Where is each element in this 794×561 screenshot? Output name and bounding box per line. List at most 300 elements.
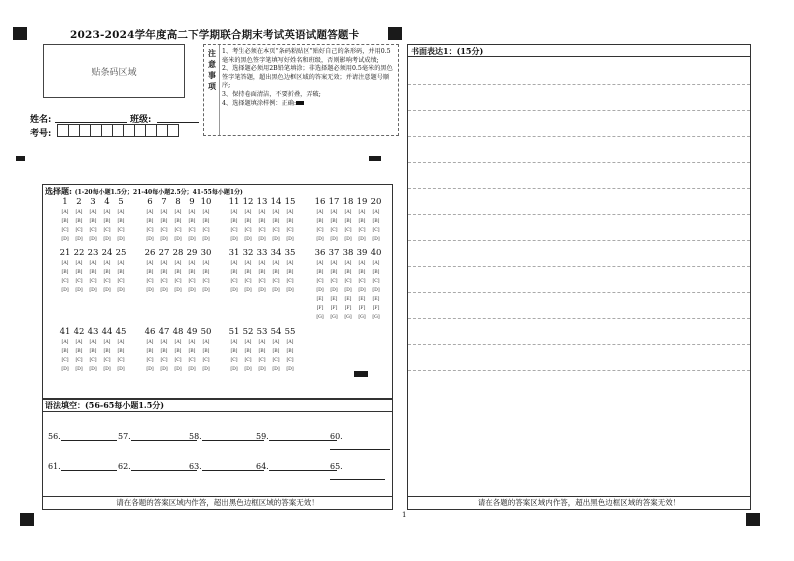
answer-bubble[interactable]: [D] <box>188 367 196 372</box>
answer-bubble[interactable]: [B] <box>103 270 111 275</box>
grammar-blank[interactable] <box>189 462 264 471</box>
answer-bubble[interactable]: [D] <box>372 237 380 242</box>
answer-bubble[interactable]: [B] <box>272 270 280 275</box>
answer-bubble[interactable]: [B] <box>230 219 238 224</box>
side-mark-left <box>16 156 25 161</box>
answer-bubble[interactable]: [A] <box>344 261 352 266</box>
answer-bubble[interactable]: [D] <box>61 237 69 242</box>
answer-bubble[interactable]: [A] <box>103 340 111 345</box>
answer-bubble[interactable]: [D] <box>258 237 266 242</box>
answer-bubble[interactable]: [C] <box>89 279 97 284</box>
answer-bubble[interactable]: [C] <box>61 358 69 363</box>
answer-bubble[interactable]: [A] <box>61 261 69 266</box>
answer-bubble[interactable]: [C] <box>117 358 125 363</box>
page-number: 1 <box>402 511 407 519</box>
answer-bubble[interactable]: [A] <box>258 210 266 215</box>
answer-bubble[interactable]: [D] <box>160 237 168 242</box>
answer-bubble[interactable]: [A] <box>174 340 182 345</box>
answer-bubble[interactable]: [D] <box>258 367 266 372</box>
answer-bubble[interactable]: [B] <box>146 349 154 354</box>
answer-bubble[interactable]: [C] <box>188 279 196 284</box>
blank-number: 56. <box>48 432 61 441</box>
answer-bubble[interactable]: [D] <box>75 288 83 293</box>
answer-bubble[interactable]: [D] <box>330 288 338 293</box>
grammar-blank[interactable] <box>256 462 337 471</box>
answer-bubble[interactable]: [B] <box>358 270 366 275</box>
answer-bubble[interactable]: [A] <box>372 261 380 266</box>
question-number: 8 <box>175 197 181 207</box>
answer-bubble[interactable]: [A] <box>61 210 69 215</box>
question-number: 31 <box>228 248 240 258</box>
exam-id-grid[interactable] <box>58 124 179 137</box>
answer-bubble[interactable]: [A] <box>174 210 182 215</box>
answer-bubble[interactable]: [B] <box>117 270 125 275</box>
answer-bubble[interactable]: [B] <box>330 270 338 275</box>
answer-bubble[interactable]: [A] <box>117 210 125 215</box>
answer-bubble[interactable]: [G] <box>316 315 324 320</box>
answer-bubble[interactable]: [D] <box>358 288 366 293</box>
question-number: 2 <box>76 197 82 207</box>
answer-bubble[interactable]: [B] <box>230 349 238 354</box>
id-cell[interactable] <box>167 124 179 137</box>
answer-bubble[interactable]: [A] <box>188 210 196 215</box>
answer-bubble[interactable]: [C] <box>316 228 324 233</box>
answer-bubble[interactable]: [C] <box>258 228 266 233</box>
answer-bubble[interactable]: [C] <box>75 279 83 284</box>
question-group <box>313 197 383 244</box>
question-group <box>58 327 128 374</box>
answer-bubble[interactable]: [A] <box>372 210 380 215</box>
answer-bubble[interactable]: [E] <box>330 297 338 302</box>
answer-bubble[interactable]: [A] <box>103 261 111 266</box>
answer-bubble[interactable]: [C] <box>286 228 294 233</box>
answer-bubble[interactable]: [F] <box>330 306 338 311</box>
answer-bubble[interactable]: [C] <box>230 358 238 363</box>
answer-bubble[interactable]: [C] <box>330 279 338 284</box>
answer-bubble[interactable]: [A] <box>344 210 352 215</box>
answer-bubble[interactable]: [B] <box>75 270 83 275</box>
answer-bubble[interactable]: [B] <box>316 219 324 224</box>
answer-bubble[interactable]: [A] <box>75 340 83 345</box>
answer-bubble[interactable]: [B] <box>286 270 294 275</box>
question-number: 17 <box>328 197 340 207</box>
blank-number: 61. <box>48 462 61 471</box>
answer-bubble[interactable]: [D] <box>160 288 168 293</box>
grammar-title: 语法填空：(56-65每小题1.5分) <box>45 400 165 410</box>
answer-bubble[interactable]: [C] <box>372 279 380 284</box>
question-number: 28 <box>172 248 184 258</box>
answer-bubble[interactable]: [D] <box>272 367 280 372</box>
answer-bubble[interactable]: [C] <box>61 279 69 284</box>
answer-bubble[interactable]: [A] <box>230 340 238 345</box>
answer-bubble[interactable]: [D] <box>117 237 125 242</box>
blank-number: 63. <box>189 462 202 471</box>
answer-bubble[interactable]: [B] <box>258 349 266 354</box>
answer-bubble[interactable]: [B] <box>188 349 196 354</box>
answer-bubble[interactable]: [D] <box>316 237 324 242</box>
grammar-blank[interactable] <box>189 432 264 441</box>
grammar-blank[interactable] <box>118 462 197 471</box>
answer-bubble[interactable]: [F] <box>358 306 366 311</box>
answer-bubble[interactable]: [D] <box>75 367 83 372</box>
answer-bubble[interactable]: [D] <box>146 367 154 372</box>
answer-bubble[interactable]: [G] <box>330 315 338 320</box>
answer-bubble[interactable]: [B] <box>75 349 83 354</box>
answer-bubble[interactable]: [A] <box>316 210 324 215</box>
answer-bubble[interactable]: [C] <box>244 228 252 233</box>
grammar-blank[interactable] <box>256 432 337 441</box>
answer-bubble[interactable]: [C] <box>75 358 83 363</box>
question-number: 36 <box>314 248 326 258</box>
answer-bubble[interactable]: [C] <box>89 358 97 363</box>
answer-bubble[interactable]: [B] <box>188 270 196 275</box>
answer-bubble[interactable]: [D] <box>230 237 238 242</box>
answer-bubble[interactable]: [A] <box>358 210 366 215</box>
answer-bubble[interactable]: [B] <box>61 349 69 354</box>
question-number: 49 <box>186 327 198 337</box>
answer-bubble[interactable]: [D] <box>330 237 338 242</box>
answer-bubble[interactable]: [B] <box>372 270 380 275</box>
answer-bubble[interactable]: [D] <box>202 288 210 293</box>
question-number: 30 <box>200 248 212 258</box>
answer-bubble[interactable]: [B] <box>75 219 83 224</box>
answer-bubble[interactable]: [A] <box>146 210 154 215</box>
answer-bubble[interactable]: [B] <box>89 270 97 275</box>
answer-bubble[interactable]: [A] <box>160 340 168 345</box>
blank-number: 57. <box>118 432 131 441</box>
class-field[interactable] <box>157 113 199 123</box>
answer-bubble[interactable]: [B] <box>61 219 69 224</box>
question-number: 11 <box>228 197 240 207</box>
answer-bubble[interactable]: [A] <box>146 340 154 345</box>
answer-bubble[interactable]: [C] <box>174 279 182 284</box>
answer-bubble[interactable]: [B] <box>272 349 280 354</box>
answer-bubble[interactable]: [A] <box>174 261 182 266</box>
answer-bubble[interactable]: [D] <box>160 367 168 372</box>
answer-bubble[interactable]: [A] <box>230 210 238 215</box>
answer-bubble[interactable]: [C] <box>188 228 196 233</box>
answer-bubble[interactable]: [B] <box>174 349 182 354</box>
answer-bubble[interactable]: [A] <box>330 261 338 266</box>
answer-bubble[interactable]: [D] <box>188 288 196 293</box>
answer-bubble[interactable]: [D] <box>272 288 280 293</box>
answer-bubble[interactable]: [C] <box>272 279 280 284</box>
question-number: 51 <box>228 327 240 337</box>
answer-bubble[interactable]: [A] <box>202 261 210 266</box>
answer-bubble[interactable]: [C] <box>89 228 97 233</box>
answer-bubble[interactable]: [D] <box>244 288 252 293</box>
notice-item: 3、保持卷面清洁，不要折叠，弄破; <box>222 90 321 98</box>
answer-bubble[interactable]: [B] <box>244 270 252 275</box>
question-number: 39 <box>356 248 368 258</box>
answer-bubble[interactable]: [D] <box>174 367 182 372</box>
answer-bubble[interactable]: [B] <box>244 349 252 354</box>
answer-bubble[interactable]: [B] <box>316 270 324 275</box>
question-number: 23 <box>87 248 99 258</box>
question-number: 37 <box>328 248 340 258</box>
answer-bubble[interactable]: [B] <box>160 270 168 275</box>
answer-bubble[interactable]: [C] <box>202 279 210 284</box>
answer-bubble[interactable]: [C] <box>202 358 210 363</box>
answer-bubble[interactable]: [C] <box>160 228 168 233</box>
answer-bubble[interactable]: [C] <box>61 228 69 233</box>
answer-bubble[interactable]: [C] <box>244 279 252 284</box>
answer-bubble[interactable]: [E] <box>344 297 352 302</box>
answer-bubble[interactable]: [B] <box>160 219 168 224</box>
answer-bubble[interactable]: [B] <box>202 270 210 275</box>
answer-bubble[interactable]: [A] <box>188 340 196 345</box>
answer-bubble[interactable]: [C] <box>188 358 196 363</box>
answer-bubble[interactable]: [C] <box>286 279 294 284</box>
answer-bubble[interactable]: [C] <box>174 228 182 233</box>
answer-bubble[interactable]: [C] <box>202 228 210 233</box>
question-number: 1 <box>62 197 68 207</box>
answer-bubble[interactable]: [C] <box>330 228 338 233</box>
grammar-blank[interactable] <box>48 462 117 471</box>
answer-bubble[interactable]: [A] <box>244 340 252 345</box>
answer-bubble[interactable]: [A] <box>202 210 210 215</box>
notice-title: 注意事项 <box>208 48 216 91</box>
answer-bubble[interactable]: [A] <box>89 261 97 266</box>
question-group <box>58 248 128 295</box>
answer-bubble[interactable]: [A] <box>117 340 125 345</box>
answer-bubble[interactable]: [D] <box>286 237 294 242</box>
essay-rule-line <box>408 318 750 319</box>
answer-bubble[interactable]: [A] <box>258 340 266 345</box>
question-number: 48 <box>172 327 184 337</box>
essay-rule-line <box>408 188 750 189</box>
answer-bubble[interactable]: [D] <box>202 367 210 372</box>
answer-bubble[interactable]: [A] <box>286 210 294 215</box>
answer-bubble[interactable]: [D] <box>258 288 266 293</box>
grammar-blank[interactable] <box>118 432 197 441</box>
answer-bubble[interactable]: [D] <box>372 288 380 293</box>
answer-bubble[interactable]: [B] <box>117 219 125 224</box>
answer-bubble[interactable]: [D] <box>202 237 210 242</box>
answer-bubble[interactable]: [D] <box>174 288 182 293</box>
answer-bubble[interactable]: [C] <box>117 228 125 233</box>
grammar-blank[interactable] <box>48 432 117 441</box>
answer-bubble[interactable]: [C] <box>174 358 182 363</box>
answer-bubble[interactable]: [A] <box>146 261 154 266</box>
answer-bubble[interactable]: [C] <box>244 358 252 363</box>
answer-bubble[interactable]: [A] <box>330 210 338 215</box>
question-number: 32 <box>242 248 254 258</box>
answer-bubble[interactable]: [D] <box>61 367 69 372</box>
question-group <box>227 327 297 374</box>
answer-bubble[interactable]: [C] <box>258 358 266 363</box>
answer-bubble[interactable]: [B] <box>89 349 97 354</box>
answer-bubble[interactable]: [D] <box>117 367 125 372</box>
answer-bubble[interactable]: [A] <box>160 210 168 215</box>
answer-bubble[interactable]: [D] <box>358 237 366 242</box>
answer-bubble[interactable]: [D] <box>75 237 83 242</box>
answer-bubble[interactable]: [C] <box>146 279 154 284</box>
answer-bubble[interactable]: [A] <box>75 261 83 266</box>
answer-bubble[interactable]: [C] <box>272 228 280 233</box>
answer-bubble[interactable]: [C] <box>75 228 83 233</box>
answer-bubble[interactable]: [C] <box>344 279 352 284</box>
answer-bubble[interactable]: [D] <box>117 288 125 293</box>
answer-bubble[interactable]: [A] <box>89 210 97 215</box>
barcode-area <box>43 44 185 98</box>
answer-bubble[interactable]: [F] <box>344 306 352 311</box>
answer-bubble[interactable]: [D] <box>146 288 154 293</box>
answer-bubble[interactable]: [A] <box>188 261 196 266</box>
answer-bubble[interactable]: [A] <box>272 340 280 345</box>
answer-bubble[interactable]: [C] <box>103 279 111 284</box>
answer-bubble[interactable]: [A] <box>61 340 69 345</box>
answer-bubble[interactable]: [C] <box>146 228 154 233</box>
answer-bubble[interactable]: [A] <box>202 340 210 345</box>
question-number: 3 <box>90 197 96 207</box>
question-group <box>227 197 297 244</box>
answer-bubble[interactable]: [G] <box>358 315 366 320</box>
question-number: 19 <box>356 197 368 207</box>
answer-bubble[interactable]: [D] <box>103 367 111 372</box>
barcode-label: 贴条码区域 <box>91 67 137 78</box>
answer-bubble[interactable]: [D] <box>272 237 280 242</box>
answer-bubble[interactable]: [B] <box>286 219 294 224</box>
answer-bubble[interactable]: [D] <box>286 367 294 372</box>
answer-bubble[interactable]: [B] <box>174 270 182 275</box>
answer-bubble[interactable]: [A] <box>258 261 266 266</box>
answer-bubble[interactable]: [D] <box>230 367 238 372</box>
answer-bubble[interactable]: [C] <box>372 228 380 233</box>
answer-bubble[interactable]: [A] <box>117 261 125 266</box>
answer-bubble[interactable]: [C] <box>160 358 168 363</box>
answer-bubble[interactable]: [D] <box>344 288 352 293</box>
answer-bubble[interactable]: [B] <box>89 219 97 224</box>
answer-bubble[interactable]: [C] <box>117 279 125 284</box>
question-number: 4 <box>104 197 110 207</box>
answer-bubble[interactable]: [A] <box>272 261 280 266</box>
answer-bubble[interactable]: [B] <box>188 219 196 224</box>
question-number: 25 <box>115 248 127 258</box>
answer-bubble[interactable]: [B] <box>160 349 168 354</box>
answer-bubble[interactable]: [C] <box>160 279 168 284</box>
answer-bubble[interactable]: [B] <box>117 349 125 354</box>
answer-bubble[interactable]: [C] <box>103 228 111 233</box>
answer-bubble[interactable]: [A] <box>75 210 83 215</box>
answer-bubble[interactable]: [D] <box>286 288 294 293</box>
answer-bubble[interactable]: [A] <box>358 261 366 266</box>
answer-bubble[interactable]: [A] <box>244 210 252 215</box>
answer-bubble[interactable]: [C] <box>358 279 366 284</box>
answer-bubble[interactable]: [B] <box>103 219 111 224</box>
answer-bubble[interactable]: [A] <box>272 210 280 215</box>
answer-bubble[interactable]: [D] <box>89 237 97 242</box>
answer-bubble[interactable]: [C] <box>286 358 294 363</box>
answer-bubble[interactable]: [E] <box>316 297 324 302</box>
question-number: 10 <box>200 197 212 207</box>
answer-bubble[interactable]: [C] <box>344 228 352 233</box>
answer-bubble[interactable]: [B] <box>358 219 366 224</box>
answer-bubble[interactable]: [A] <box>103 210 111 215</box>
answer-bubble[interactable]: [C] <box>103 358 111 363</box>
answer-bubble[interactable]: [B] <box>174 219 182 224</box>
answer-bubble[interactable]: [B] <box>146 270 154 275</box>
answer-bubble[interactable]: [G] <box>344 315 352 320</box>
answer-bubble[interactable]: [B] <box>258 270 266 275</box>
answer-bubble[interactable]: [A] <box>286 261 294 266</box>
answer-bubble[interactable]: [A] <box>316 261 324 266</box>
answer-bubble[interactable]: [B] <box>244 219 252 224</box>
answer-bubble[interactable]: [F] <box>372 306 380 311</box>
answer-bubble[interactable]: [C] <box>272 358 280 363</box>
answer-bubble[interactable]: [C] <box>230 279 238 284</box>
question-number: 14 <box>270 197 282 207</box>
grammar-blank[interactable] <box>330 462 392 480</box>
answer-bubble[interactable]: [B] <box>103 349 111 354</box>
answer-bubble[interactable]: [B] <box>258 219 266 224</box>
answer-bubble[interactable]: [C] <box>258 279 266 284</box>
grammar-blank[interactable] <box>330 432 392 450</box>
essay-section <box>407 44 751 510</box>
answer-bubble[interactable]: [A] <box>286 340 294 345</box>
answer-bubble[interactable]: [B] <box>202 219 210 224</box>
answer-bubble[interactable]: [B] <box>344 270 352 275</box>
answer-bubble[interactable]: [B] <box>372 219 380 224</box>
warning-left: 请在各题的答案区域内作答，超出黑色边框区域的答案无效！ <box>43 496 392 509</box>
answer-bubble[interactable]: [D] <box>188 237 196 242</box>
question-number: 53 <box>256 327 268 337</box>
answer-bubble[interactable]: [D] <box>61 288 69 293</box>
essay-rule-line <box>408 84 750 85</box>
answer-bubble[interactable]: [A] <box>160 261 168 266</box>
essay-title: 书面表达1：(15分) <box>411 46 484 56</box>
answer-bubble[interactable]: [D] <box>244 237 252 242</box>
answer-bubble[interactable]: [D] <box>230 288 238 293</box>
answer-bubble[interactable]: [B] <box>330 219 338 224</box>
answer-bubble[interactable]: [D] <box>103 237 111 242</box>
question-number: 50 <box>200 327 212 337</box>
answer-bubble[interactable]: [D] <box>174 237 182 242</box>
answer-bubble[interactable]: [D] <box>89 288 97 293</box>
answer-bubble[interactable]: [G] <box>372 315 380 320</box>
blank-number: 60. <box>330 432 343 441</box>
answer-bubble[interactable]: [B] <box>344 219 352 224</box>
answer-bubble[interactable]: [B] <box>202 349 210 354</box>
answer-bubble[interactable]: [A] <box>89 340 97 345</box>
answer-bubble[interactable]: [D] <box>244 367 252 372</box>
answer-bubble[interactable]: [C] <box>358 228 366 233</box>
answer-bubble[interactable]: [B] <box>61 270 69 275</box>
question-group <box>227 248 297 295</box>
answer-bubble[interactable]: [D] <box>146 237 154 242</box>
answer-bubble[interactable]: [F] <box>316 306 324 311</box>
answer-bubble[interactable]: [B] <box>230 270 238 275</box>
answer-bubble[interactable]: [D] <box>103 288 111 293</box>
answer-bubble[interactable]: [D] <box>316 288 324 293</box>
answer-bubble[interactable]: [C] <box>316 279 324 284</box>
question-number: 20 <box>370 197 382 207</box>
question-number: 13 <box>256 197 268 207</box>
answer-bubble[interactable]: [E] <box>372 297 380 302</box>
blank-number: 59. <box>256 432 269 441</box>
answer-bubble[interactable]: [D] <box>344 237 352 242</box>
answer-bubble[interactable]: [B] <box>286 349 294 354</box>
answer-bubble[interactable]: [C] <box>230 228 238 233</box>
answer-bubble[interactable]: [E] <box>358 297 366 302</box>
answer-bubble[interactable]: [C] <box>146 358 154 363</box>
answer-bubble[interactable]: [A] <box>230 261 238 266</box>
name-field[interactable] <box>55 113 127 123</box>
answer-bubble[interactable]: [D] <box>89 367 97 372</box>
answer-bubble[interactable]: [B] <box>272 219 280 224</box>
answer-bubble[interactable]: [A] <box>244 261 252 266</box>
answer-bubble[interactable]: [B] <box>146 219 154 224</box>
